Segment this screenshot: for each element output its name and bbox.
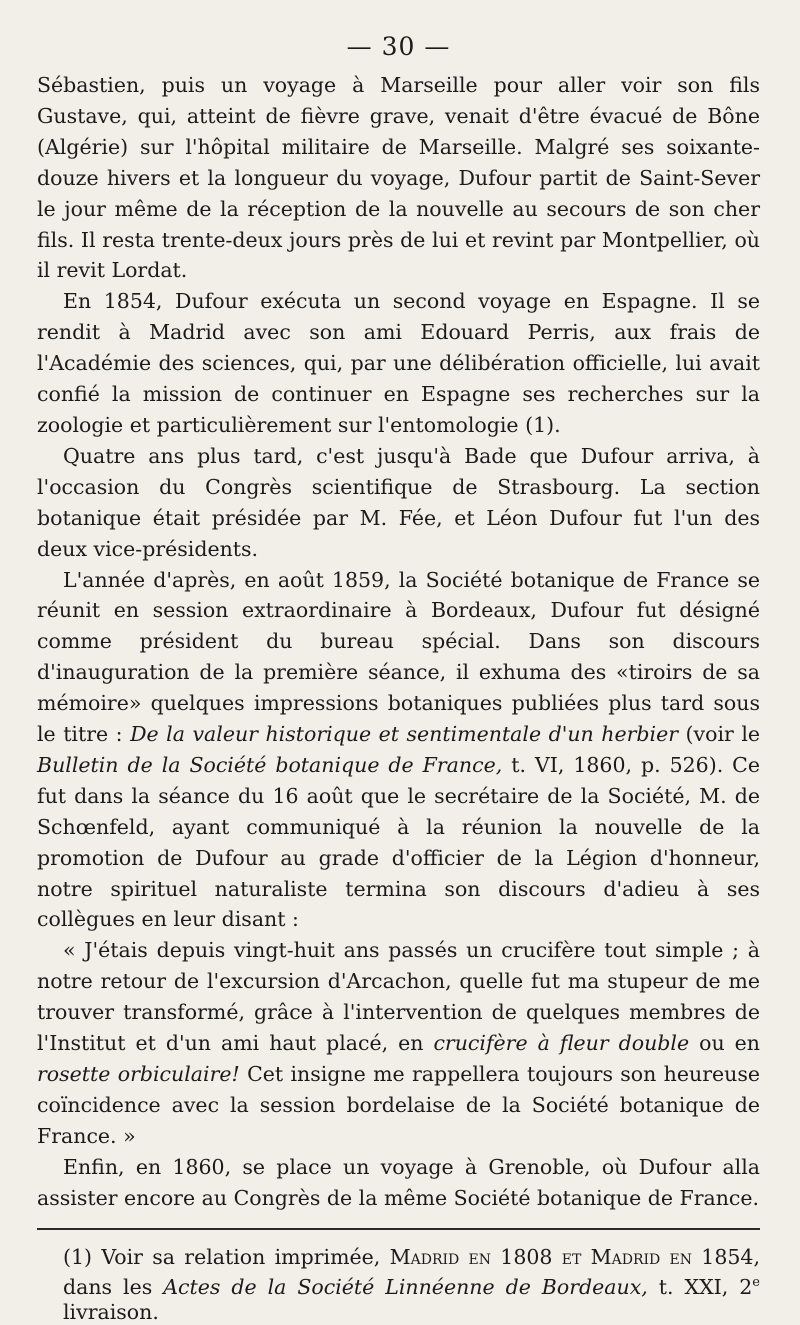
- body-text: [37, 70, 760, 1214]
- footnote-sc-b: et Madrid en: [561, 1244, 693, 1269]
- paragraph-2-text: En 1854, Dufour exécuta un second voyage en Espagne. Il se rendit à Madrid avec son ami Edouard Perris, aux frais de l'Académie des sciences, qui, par une délibération officielle, lui avait confié la mission de continuer en Espagne ses recherches sur la zoologie et particulièrement sur l'entomologie (1).: [37, 289, 760, 437]
- quote-text-a: « J'étais depuis vingt-huit ans passés un crucifère tout simple ; à notre retour de l'excursion d'Arcachon, quelle fut ma stupeur de me trouver transformé, grâce à l'intervention de quelques membres de l'Institut et d'un ami haut placé, en: [37, 938, 760, 1056]
- footnote-text-d: t. XXI, 2: [647, 1274, 753, 1299]
- paragraph-6-text: Enfin, en 1860, se place un voyage à Grenoble, où Dufour alla assister encore au Congrès de la même Société botanique de France.: [37, 1154, 760, 1210]
- footnote: [37, 1244, 760, 1325]
- footnote-actes-title: Actes de la Société Linnéenne de Bordeaux,: [163, 1274, 648, 1299]
- footnote-text-a: Voir sa relation imprimée,: [92, 1244, 390, 1269]
- footnote-text-b: 1808: [491, 1244, 562, 1269]
- paragraph-6: [37, 1152, 760, 1214]
- herbier-title: De la valeur historique et sentimentale d'un herbier: [130, 722, 679, 747]
- paragraph-2: [37, 286, 760, 441]
- footnote-superscript: e: [752, 1274, 760, 1290]
- paragraph-4-text-a: L'année d'après, en août 1859, la Société botanique de France se réunit en session extraordinaire à Bordeaux, Dufour fut désigné comme président du bureau spécial. Dans son discours d'inauguration de la première séance, il exhuma des «tiroirs de sa mémoire» quelques impressions botaniques publiées plus tard sous le titre :: [37, 567, 760, 747]
- paragraph-1: [37, 70, 760, 286]
- paragraph-3-text: Quatre ans plus tard, c'est jusqu'à Bade que Dufour arriva, à l'occasion du Congrès scientifique de Strasbourg. La section botanique était présidée par M. Fée, et Léon Dufour fut l'un des deux vice-présidents.: [37, 443, 760, 561]
- page-number: — 30 —: [346, 32, 451, 61]
- paragraph-4-text-c: t. VI, 1860, p. 526). Ce fut dans la séance du 16 août que le secrétaire de la Société, M. de Schœnfeld, ayant communiqué à la réunion la nouvelle de la promotion de Dufour au grade d'officier de la Légion d'honneur, notre spirituel naturaliste termina son discours d'adieu à ses collègues en leur disant :: [37, 752, 761, 932]
- paragraph-3: [37, 441, 760, 565]
- quote-italic-a: crucifère à fleur double: [433, 1031, 690, 1056]
- quote-text-b: ou en: [689, 1031, 760, 1056]
- footnote-marker: (1): [63, 1244, 93, 1269]
- paragraph-5-quote: [37, 935, 760, 1151]
- quote-italic-b: rosette orbiculaire!: [37, 1062, 240, 1086]
- paragraph-4: [37, 565, 760, 936]
- footnote-divider: [37, 1228, 760, 1230]
- bulletin-title: Bulletin de la Société botanique de France,: [37, 752, 503, 777]
- footnote-text-c: 1854, dans les: [63, 1244, 760, 1299]
- footnote-text-e: livraison.: [63, 1300, 159, 1325]
- paragraph-4-text-b: (voir le: [678, 722, 761, 747]
- paragraph-1-text: Sébastien, puis un voyage à Marseille pour aller voir son fils Gustave, qui, atteint de fièvre grave, venait d'être évacué de Bône (Algérie) sur l'hôpital militaire de Marseille. Malgré ses soixante-douze hivers et la longueur du voyage, Dufour partit de Saint-Sever le jour même de la réception de la nouvelle au secours de son cher fils. Il resta trente-deux jours près de lui et revint par Montpellier, où il revit Lordat.: [37, 73, 760, 283]
- quote-text-c: Cet insigne me rappellera toujours son heureuse coïncidence avec la session bordelaise de la Société botanique de France. »: [37, 1062, 761, 1148]
- footnote-sc-a: Madrid en: [389, 1244, 492, 1269]
- footnote-body: [37, 1244, 760, 1325]
